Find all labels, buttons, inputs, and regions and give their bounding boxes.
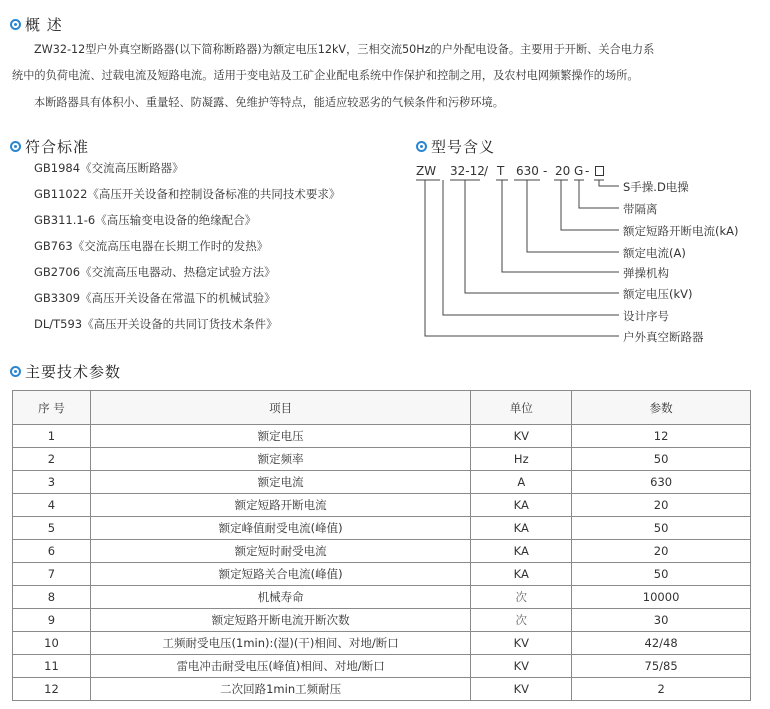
params-title: 主要技术参数 [25,363,122,381]
table-row [13,632,751,655]
cell-unit: KA [471,494,572,517]
leader-line [465,180,619,293]
overview-line-2: 统中的负荷电流、过载电流及短路电流。适用于变电站及工矿企业配电系统中作保护和控制之用，及农村电网频繁操作的场所。 [12,69,639,82]
cell-index: 1 [13,425,91,448]
cell-value: 50 [572,448,751,471]
code-breaking-current: 20 [555,164,571,178]
cell-item: 额定电流 [90,471,470,494]
header-item: 项目 [90,391,470,425]
standard-item: GB11022《高压开关设备和控制设备标准的共同技术要求》 [34,187,341,201]
standards-title: 符合标准 [25,138,90,156]
model-label-outdoor-breaker: 户外真空断路器 [623,330,704,344]
table-row [13,563,751,586]
cell-index: 5 [13,517,91,540]
cell-index: 3 [13,471,91,494]
model-label-isolation: 带隔离 [623,202,658,216]
model-title: 型号含义 [431,138,496,156]
code-isolation: G [574,164,584,178]
model-label-breaking-current: 额定短路开断电流(kA) [623,224,739,238]
leader-line [599,180,619,186]
table-row [13,586,751,609]
circle-bullet-icon [10,366,21,377]
cell-index: 7 [13,563,91,586]
model-label-rated-voltage: 额定电压(kV) [623,287,693,301]
standard-item: GB311.1-6《高压输变电设备的绝缘配合》 [34,213,257,227]
cell-value: 42/48 [572,632,751,655]
leader-line [527,180,619,252]
leader-line [561,180,619,230]
model-label-mechanism: 弹操机构 [623,266,669,280]
leader-line [443,180,619,315]
cell-item: 额定电压 [90,425,470,448]
params-heading [10,361,121,382]
header-value: 参数 [572,391,751,425]
cell-unit: Hz [471,448,572,471]
cell-value: 20 [572,540,751,563]
table-row [13,425,751,448]
cell-unit: KA [471,563,572,586]
table-row [13,540,751,563]
code-slash: / [484,164,489,178]
cell-unit: KA [471,540,572,563]
cell-item: 额定短时耐受电流 [90,540,470,563]
cell-value: 20 [572,494,751,517]
table-header-row [13,391,751,425]
cell-value: 2 [572,678,751,701]
cell-item: 机械寿命 [90,586,470,609]
params-table [12,390,751,701]
standard-item: GB763《交流高压电器在长期工作时的发热》 [34,239,269,253]
table-row [13,448,751,471]
cell-value: 50 [572,563,751,586]
cell-index: 2 [13,448,91,471]
model-label-design-number: 设计序号 [623,309,669,323]
header-unit: 单位 [471,391,572,425]
table-row [13,517,751,540]
standard-item: DL/T593《高压开关设备的共同订货技术条件》 [34,317,278,331]
header-index: 序 号 [13,391,91,425]
code-dash: - [543,164,548,178]
code-series-number: 32-12 [450,164,485,178]
table-row [13,678,751,701]
cell-unit: KV [471,678,572,701]
table-row [13,655,751,678]
cell-index: 9 [13,609,91,632]
code-rated-current: 630 [516,164,539,178]
operation-type-box-icon [595,166,604,176]
code-dash: - [585,164,590,178]
standard-item: GB1984《交流高压断路器》 [34,161,184,175]
cell-unit: 次 [471,609,572,632]
cell-value: 75/85 [572,655,751,678]
cell-value: 50 [572,517,751,540]
overview-line-3: 本断路器具有体积小、重量轻、防凝露、免维护等特点，能适应较恶劣的气候条件和污秽环境。 [34,96,504,109]
table-row [13,471,751,494]
cell-value: 30 [572,609,751,632]
cell-unit: KA [471,517,572,540]
cell-item: 额定短路关合电流(峰值) [90,563,470,586]
cell-index: 10 [13,632,91,655]
overview-title: 概 述 [25,16,63,34]
cell-unit: 次 [471,586,572,609]
cell-index: 12 [13,678,91,701]
model-label-operation: S手操.D电操 [623,180,689,194]
cell-index: 6 [13,540,91,563]
leader-line [425,180,619,336]
cell-index: 8 [13,586,91,609]
cell-unit: KV [471,655,572,678]
cell-value: 10000 [572,586,751,609]
cell-unit: KV [471,425,572,448]
code-mechanism: T [497,164,505,178]
cell-index: 4 [13,494,91,517]
standard-item: GB2706《交流高压电器动、热稳定试验方法》 [34,265,276,279]
cell-item: 二次回路1min工频耐压 [90,678,470,701]
cell-unit: KV [471,632,572,655]
overview-line-1: ZW32-12型户外真空断路器(以下简称断路器)为额定电压12kV，三相交流50Hz的户外配电设备。主要用于开断、关合电力系 [34,43,655,56]
cell-value: 12 [572,425,751,448]
cell-value: 630 [572,471,751,494]
model-label-rated-current: 额定电流(A) [623,246,686,260]
code-zw: ZW [416,164,437,178]
standard-item: GB3309《高压开关设备在常温下的机械试验》 [34,291,276,305]
cell-item: 额定短路开断电流开断次数 [90,609,470,632]
cell-item: 额定峰值耐受电流(峰值) [90,517,470,540]
cell-unit: A [471,471,572,494]
table-row [13,494,751,517]
cell-item: 额定短路开断电流 [90,494,470,517]
cell-item: 额定频率 [90,448,470,471]
cell-item: 工频耐受电压(1min):(湿)(干)相间、对地/断口 [90,632,470,655]
cell-index: 11 [13,655,91,678]
cell-item: 雷电冲击耐受电压(峰值)相间、对地/断口 [90,655,470,678]
table-row [13,609,751,632]
